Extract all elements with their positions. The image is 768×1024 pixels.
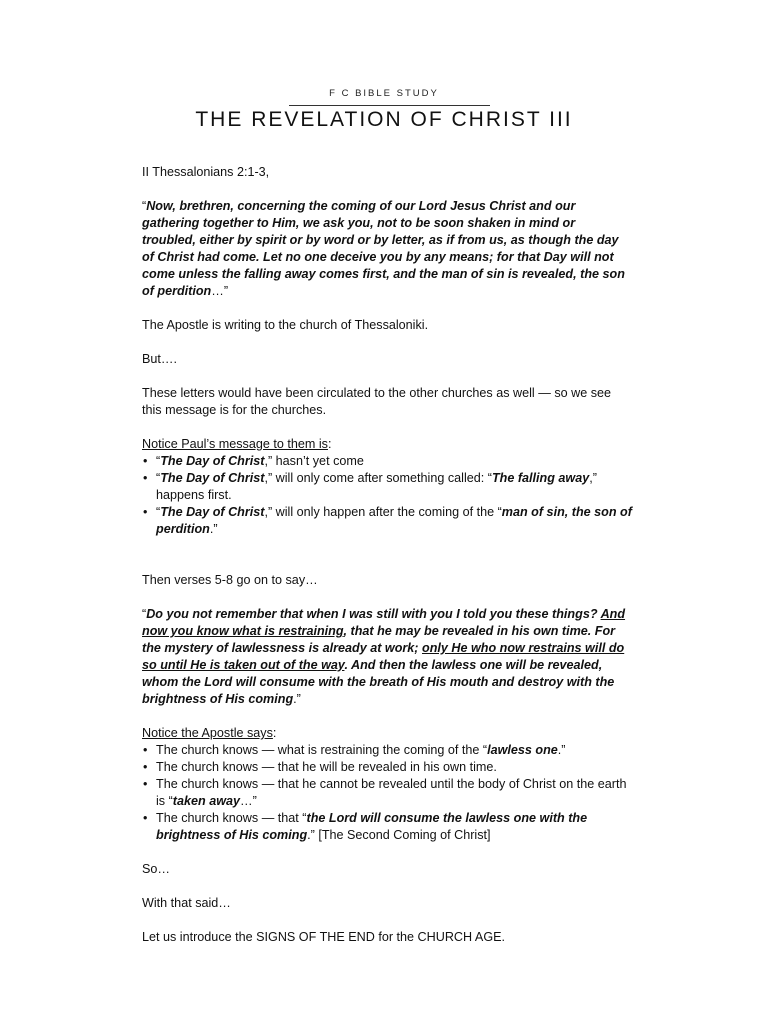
quote-text: . And then the lawless one will be revealed, whom the Lord will consume with the breath of His mouth and destroy with the brightness of His coming — [142, 658, 615, 706]
quote-close: .” — [293, 692, 301, 706]
item-text: .” [The Second Coming of Christ] — [307, 828, 491, 842]
scripture-reference: II Thessalonians 2:1-3, — [142, 165, 270, 179]
item-text: The church knows — that he will be revealed in his own time. — [156, 760, 497, 774]
page-title: THE REVELATION OF CHRIST III — [195, 108, 573, 131]
notice-heading-text: Notice Paul’s message to them is — [142, 437, 328, 451]
notice-heading-colon: : — [327, 437, 332, 451]
item-text: ,” will only happen after the coming of the “ — [264, 505, 502, 519]
item-text: ,” hasn’t yet come — [264, 454, 364, 468]
quote-close: …” — [211, 284, 229, 298]
quote-underlined-text: only He who now restrains will do so until He is taken out of the way — [142, 641, 625, 672]
list-item — [142, 742, 632, 759]
paragraph-with: With that said… — [142, 896, 231, 910]
list-item — [142, 810, 632, 844]
list-item — [142, 776, 632, 810]
paragraph-introduce: Let us introduce the SIGNS OF THE END for the CHURCH AGE. — [142, 930, 506, 944]
paragraph-letters: These letters would have been circulated to the other churches as well — so we see this message is for the churches. — [142, 386, 612, 417]
item-emphasis: the Lord will consume the lawless one with the brightness of His coming — [156, 811, 588, 842]
quote-underlined-text: And now you know what is restraining — [142, 607, 626, 638]
notice-list-1 — [142, 453, 632, 538]
quote-text: , that he may be revealed in his own time. For the mystery of lawlessness is already at work; — [142, 624, 616, 655]
item-text: The church knows — what is restraining the coming of the “ — [156, 743, 488, 757]
paragraph-but: But…. — [142, 352, 177, 366]
list-item — [142, 470, 632, 504]
item-text: .” — [209, 522, 218, 536]
item-text: “ — [156, 505, 161, 519]
item-text: “ — [156, 471, 161, 485]
notice-list-2 — [142, 742, 632, 844]
document-body — [142, 164, 632, 946]
item-emphasis: taken away — [172, 794, 241, 808]
notice-heading-1 — [142, 436, 632, 453]
item-text: “ — [156, 454, 161, 468]
item-emphasis: lawless one — [487, 743, 558, 757]
item-text: The church knows — that “ — [156, 811, 307, 825]
scripture-quote-1 — [142, 198, 632, 300]
item-emphasis: The Day of Christ — [160, 454, 265, 468]
quote-text: Now, brethren, concerning the coming of our Lord Jesus Christ and our gathering together to Him, we ask you, not to be soon shaken in mind or troubled, either by spirit or by word or by letter, as if from us, as though the day of Christ had come. Let no one deceive you by any means; for that Day will not come unless the falling away comes first, and the man of sin is revealed, the son of perdition — [142, 199, 625, 298]
notice-heading-text: Notice the Apostle says — [142, 726, 273, 740]
item-text: .” — [557, 743, 566, 757]
list-item — [142, 453, 632, 470]
notice-heading-colon: : — [272, 726, 277, 740]
study-series-label: F C BIBLE STUDY — [329, 88, 439, 99]
item-emphasis: The Day of Christ — [160, 471, 265, 485]
header-divider — [289, 105, 490, 106]
list-item — [142, 504, 632, 538]
quote-text: Do you not remember that when I was still with you I told you these things? — [146, 607, 601, 621]
quote-open: “ — [142, 607, 147, 621]
item-emphasis: The falling away — [491, 471, 590, 485]
item-text: The church knows — that he cannot be revealed until the body of Christ on the earth is “ — [156, 777, 627, 808]
paragraph-verses: Then verses 5-8 go on to say… — [142, 573, 318, 587]
notice-heading-2 — [142, 725, 632, 742]
scripture-quote-2 — [142, 606, 632, 708]
item-emphasis: man of sin, the son of perdition — [156, 505, 632, 536]
list-item — [142, 759, 632, 776]
quote-open: “ — [142, 199, 147, 213]
item-text: …” — [240, 794, 257, 808]
item-text: ,” will only come after something called: “ — [264, 471, 492, 485]
item-emphasis: The Day of Christ — [160, 505, 265, 519]
paragraph-so: So… — [142, 862, 170, 876]
item-text: ,” happens first. — [156, 471, 597, 502]
paragraph-apostle: The Apostle is writing to the church of Thessaloniki. — [142, 318, 429, 332]
